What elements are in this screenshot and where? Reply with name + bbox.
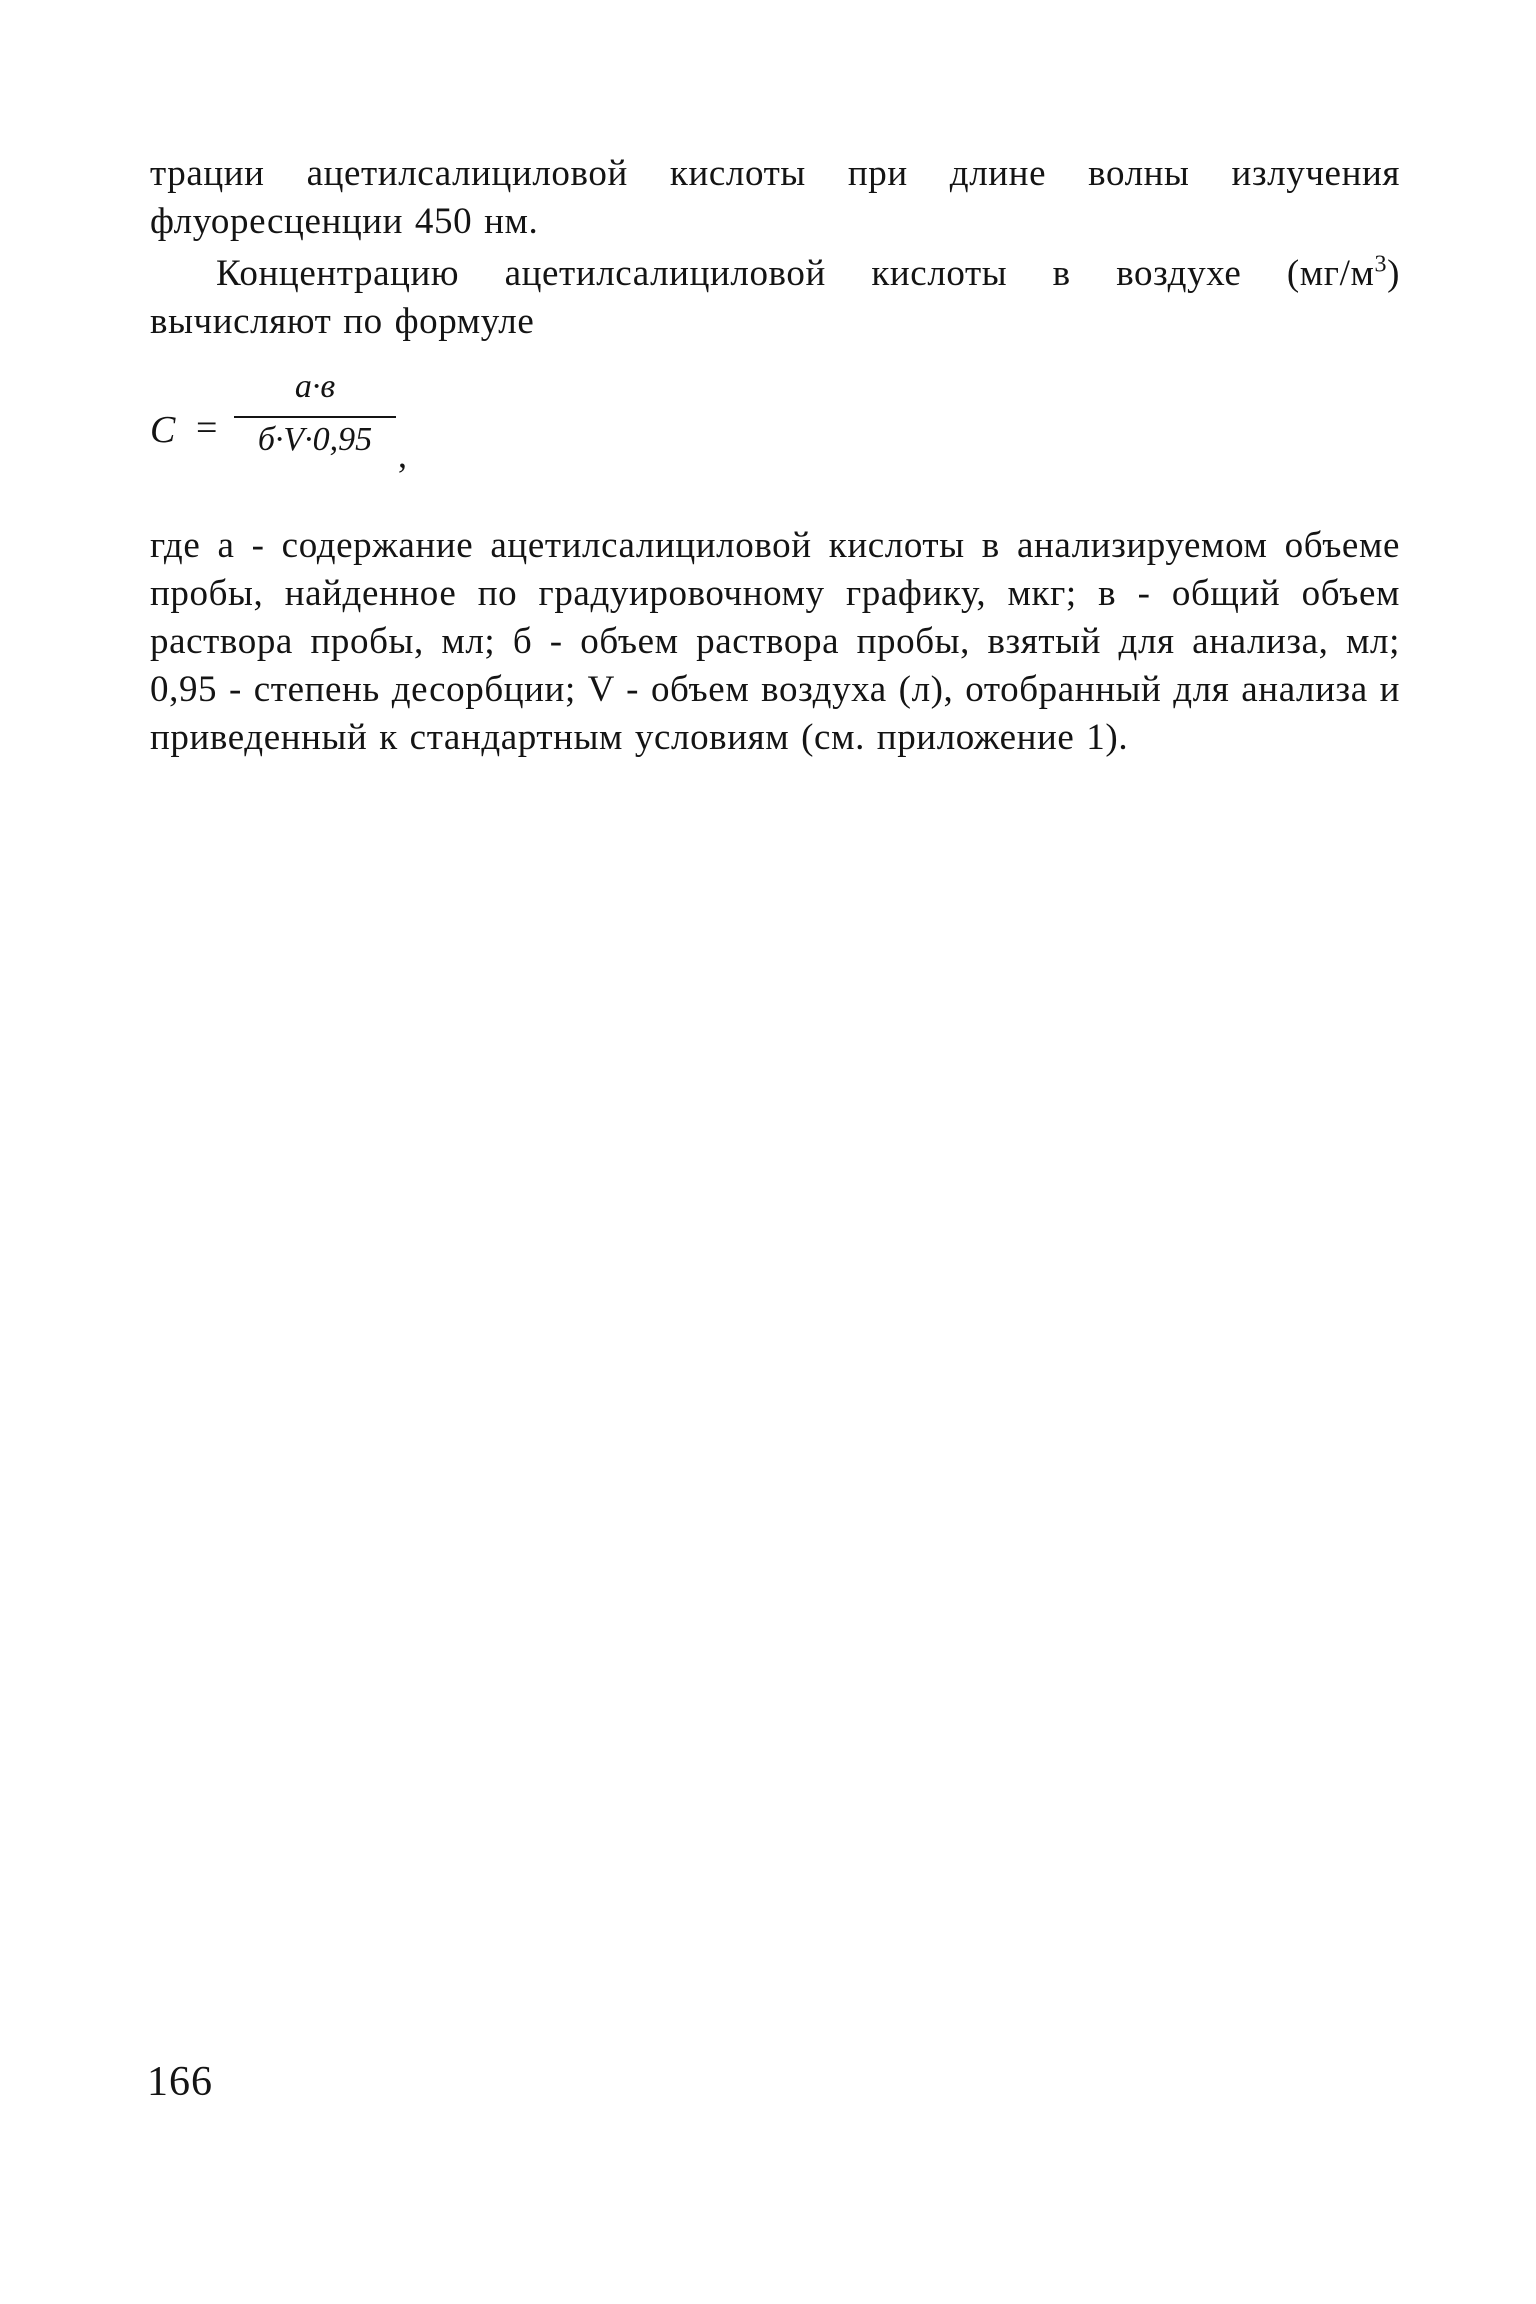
paragraph-concentration-text-end: ) вычисляют по формуле <box>150 253 1400 342</box>
formula-fraction <box>234 364 396 462</box>
paragraph-concentration-text: Концентрацию ацетилсалициловой кислоты в воздухе (мг/м <box>216 253 1375 294</box>
page-number: 166 <box>147 2059 213 2105</box>
superscript-three: 3 <box>1374 251 1388 278</box>
formula <box>150 364 1400 514</box>
formula-trailing-comma: , <box>398 435 407 475</box>
paragraph-concentration <box>150 250 1400 346</box>
formula-numerator: а·в <box>294 368 336 405</box>
formula-lhs: C <box>150 409 176 451</box>
formula-denominator: б·V·0,95 <box>257 421 373 458</box>
page-content <box>150 150 1400 762</box>
paragraph-continuation: трации ацетилсалициловой кислоты при длине волны излучения флуоресценции 450 нм. <box>150 153 1400 242</box>
formula-equals: = <box>196 407 218 449</box>
paragraph-definitions: где а - содержание ацетилсалициловой кислоты в анализируемом объеме пробы, найденное по градуировочному графику, мкг; в - общий объем раствора пробы, мл; б - объем раствора пробы, взятый для анализа, мл; 0,95 - степень десорбции; V - объем воздуха (л), отобранный для анализа и приведенный к стандартным условиям (см. приложение 1). <box>150 525 1400 758</box>
